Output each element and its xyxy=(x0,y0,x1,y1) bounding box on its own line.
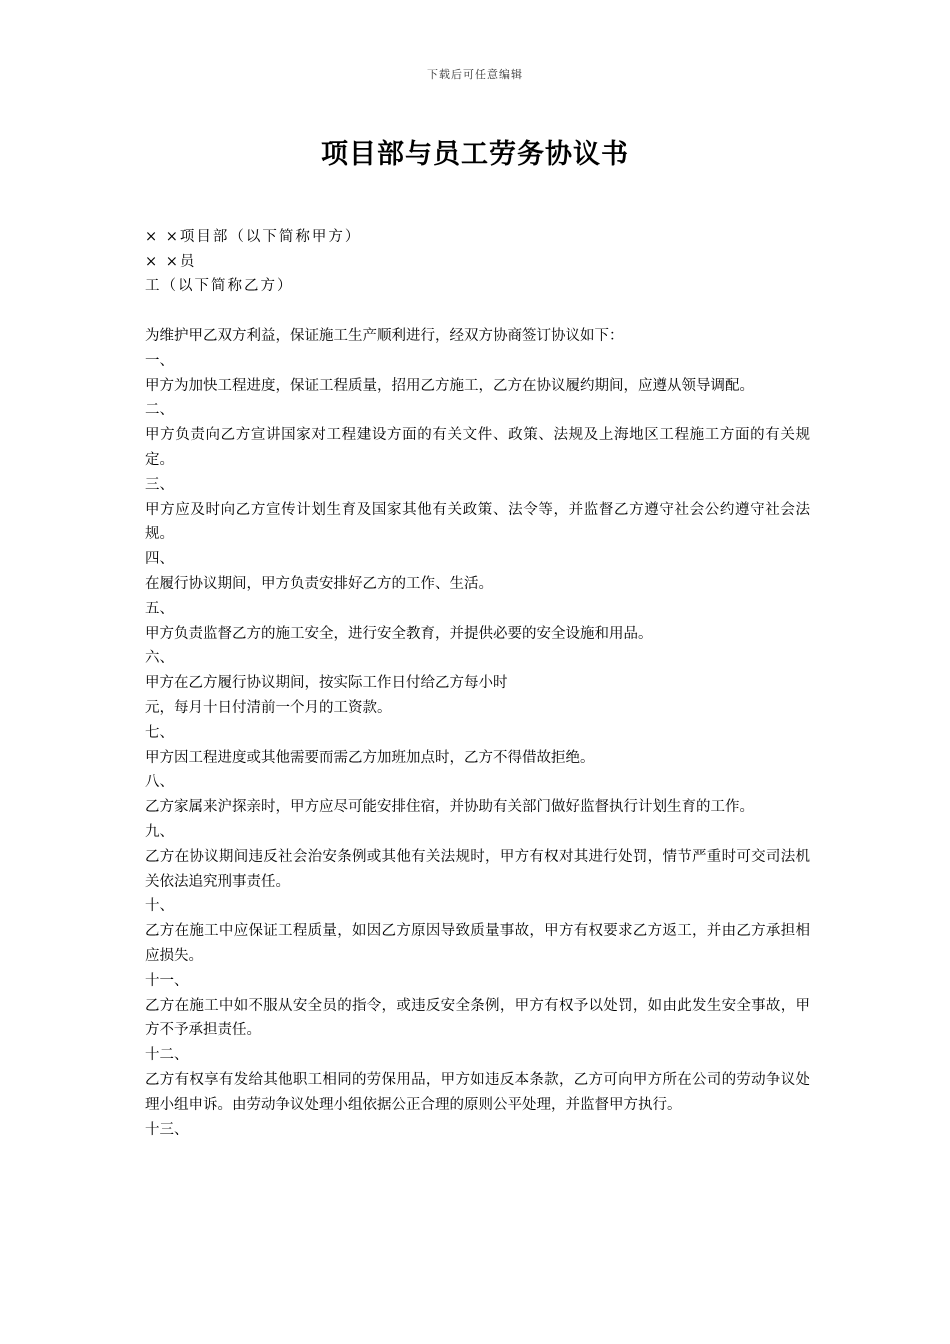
header-note: 下载后可任意编辑 xyxy=(427,68,523,81)
clause-text: 乙方在协议期间违反社会治安条例或其他有关法规时，甲方有权对其进行处罚，情节严重时可交司法机关依法追究刑事责任。 xyxy=(145,848,810,890)
clause-number: 五、 xyxy=(145,600,174,617)
agreement-body xyxy=(145,324,810,1142)
clause-text: 甲方应及时向乙方宣传计划生育及国家其他有关政策、法令等，并监督乙方遵守社会公约遵守社会法规。 xyxy=(145,501,810,543)
clause-number: 八、 xyxy=(145,774,174,791)
clause-text: 乙方在施工中如不服从安全员的指令，或违反安全条例，甲方有权予以处罚，如由此发生安全事故，甲方不予承担责任。 xyxy=(145,997,810,1039)
clause-text: 甲方负责监督乙方的施工安全，进行安全教育，并提供必要的安全设施和用品。 xyxy=(145,625,653,642)
clause-text: 甲方因工程进度或其他需要而需乙方加班加点时，乙方不得借故拒绝。 xyxy=(145,749,595,766)
clause-text: 甲方为加快工程进度，保证工程质量，招用乙方施工，乙方在协议履约期间，应遵从领导调配。 xyxy=(145,377,754,394)
document-title: 项目部与员工劳务协议书 xyxy=(321,139,629,170)
party-a: × ×项目部（以下简称甲方） xyxy=(145,229,362,245)
clause-text: 在履行协议期间，甲方负责安排好乙方的工作、生活。 xyxy=(145,575,493,592)
intro-paragraph: 为维护甲乙双方利益，保证施工生产顺利进行，经双方协商签订协议如下： xyxy=(145,328,624,344)
party-b-line-1: × ×员 xyxy=(145,253,197,270)
parties-block xyxy=(145,225,815,299)
clause-number: 二、 xyxy=(145,402,174,419)
clause-number: 三、 xyxy=(145,476,174,493)
clause-number: 六、 xyxy=(145,650,174,667)
clause-text: 乙方有权享有发给其他职工相同的劳保用品，甲方如违反本条款，乙方可向甲方所在公司的劳动争议处理小组申诉。由劳动争议处理小组依据公正合理的原则公平处理，并监督甲方执行。 xyxy=(145,1071,810,1113)
clause-number: 一、 xyxy=(145,352,174,369)
clause-number: 九、 xyxy=(145,823,174,840)
clause-text-continued: 元，每月十日付清前一个月的工资款。 xyxy=(145,699,392,716)
clause-text: 甲方在乙方履行协议期间，按实际工作日付给乙方每小时 xyxy=(145,675,508,692)
clause-text: 乙方家属来沪探亲时，甲方应尽可能安排住宿，并协助有关部门做好监督执行计划生育的工作。 xyxy=(145,799,754,816)
party-b-line-2: 工（以下简称乙方） xyxy=(145,278,294,294)
clause-number: 十三、 xyxy=(145,1121,189,1138)
clause-text: 甲方负责向乙方宣讲国家对工程建设方面的有关文件、政策、法规及上海地区工程施工方面的有关规定。 xyxy=(145,427,810,468)
clause-number: 十一、 xyxy=(145,972,189,989)
clause-number: 十、 xyxy=(145,898,174,915)
clause-text: 乙方在施工中应保证工程质量，如因乙方原因导致质量事故，甲方有权要求乙方返工，并由乙方承担相应损失。 xyxy=(145,923,810,964)
clause-number: 四、 xyxy=(145,551,174,568)
clause-number: 七、 xyxy=(145,724,174,741)
clause-number: 十二、 xyxy=(145,1047,189,1064)
